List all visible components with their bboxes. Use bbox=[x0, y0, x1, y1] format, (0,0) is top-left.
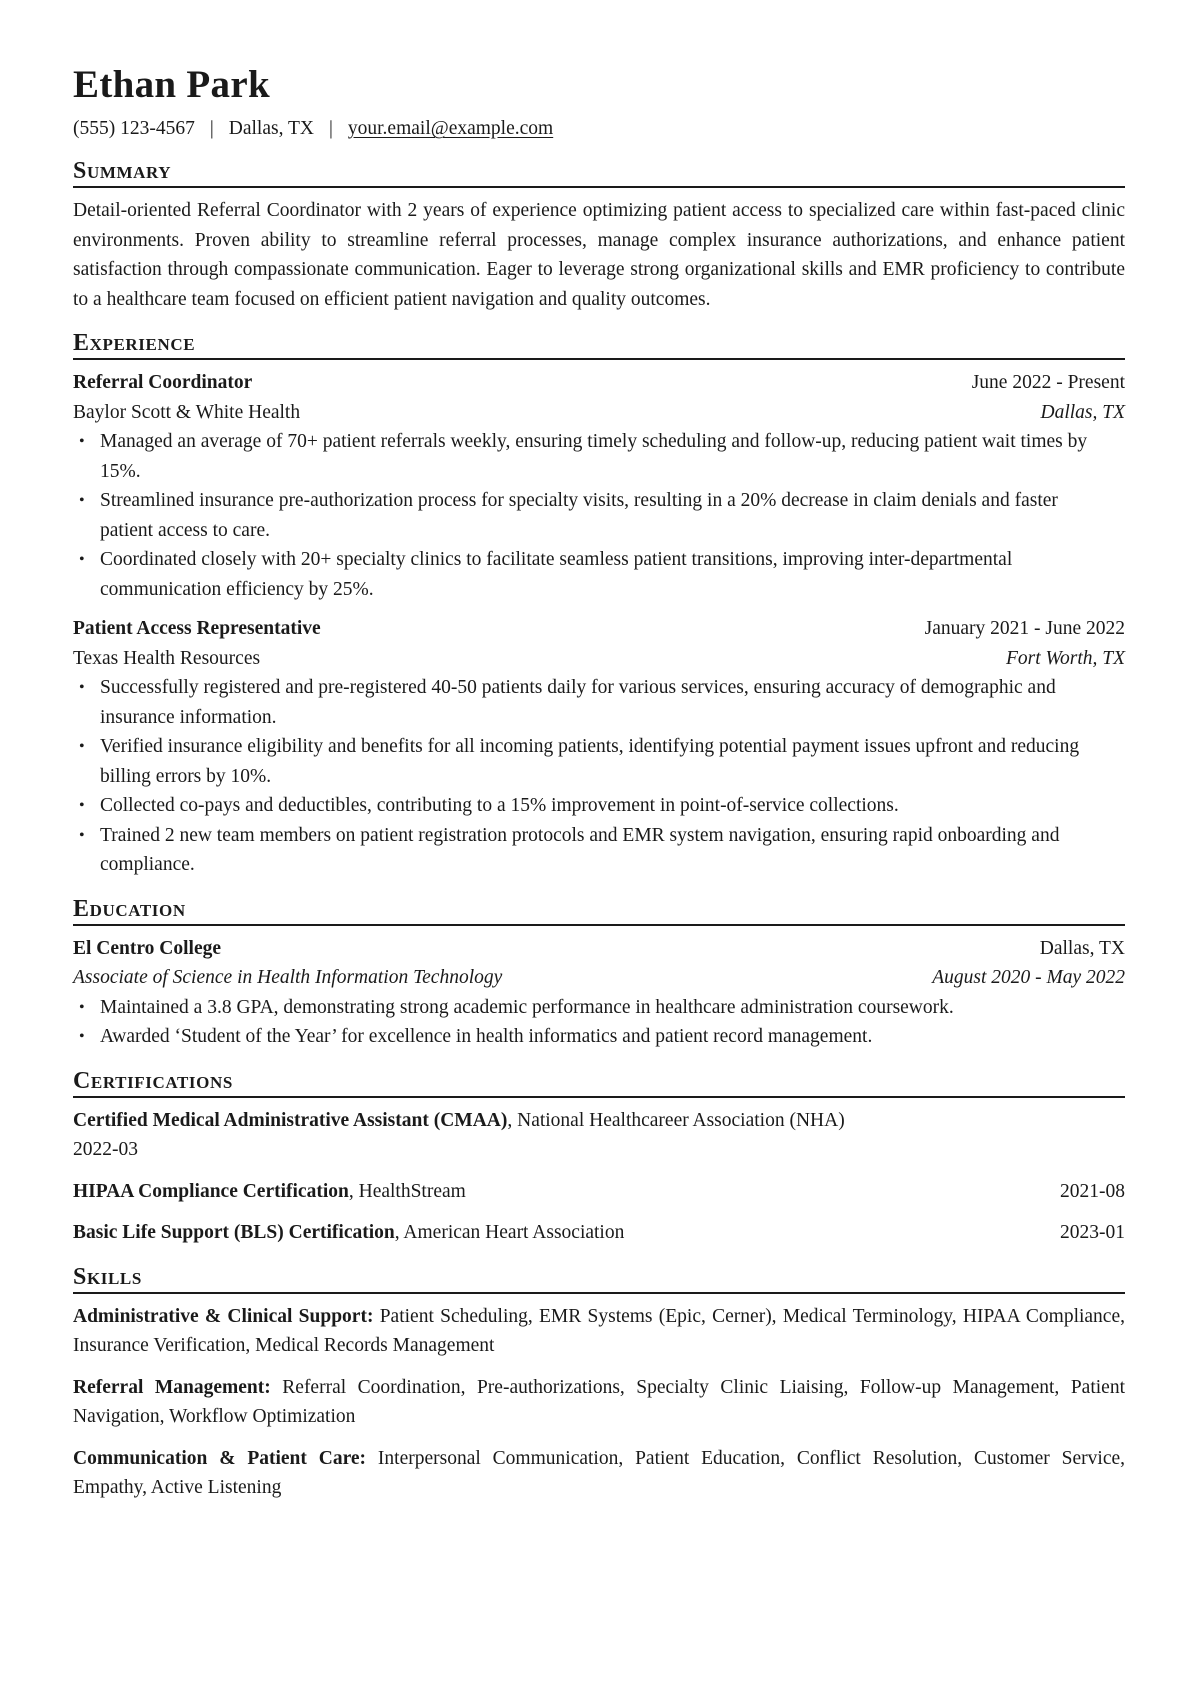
bullet-item: • Collected co-pays and deductibles, contributing to a 15% improvement in point-of-service collections. bbox=[73, 791, 1125, 821]
bullet-item: • Awarded ‘Student of the Year’ for excellence in health informatics and patient record management. bbox=[73, 1022, 1125, 1052]
job-company: Baylor Scott & White Health bbox=[73, 401, 301, 423]
skill-items: Referral Coordination, Pre-authorizations, Specialty Clinic Liaising, Follow-up Management, Patient Navigation, Workflow Optimization bbox=[73, 1376, 1125, 1427]
bullet-item: • Managed an average of 70+ patient referrals weekly, ensuring timely scheduling and follow-up, reducing patient wait times by 15%. bbox=[73, 427, 1125, 486]
separator: | bbox=[209, 118, 214, 139]
cert-issuer: , HealthStream bbox=[348, 1180, 466, 1202]
summary-text: Detail-oriented Referral Coordinator with 2 years of experience optimizing patient access to specialized care within fast-paced clinic environments. Proven ability to streamline referral processes, manage complex insurance authorizations, and enhance patient satisfaction through compassionate communication. Eager to leverage strong organizational skills and EMR proficiency to contribute to a healthcare team focused on efficient patient navigation and quality outcomes. bbox=[73, 200, 1125, 310]
bullet-icon: • bbox=[79, 797, 85, 814]
certification-item bbox=[73, 1177, 1125, 1207]
section-title-education: Education bbox=[73, 896, 1125, 926]
job-location: Fort Worth, TX bbox=[1005, 647, 1125, 669]
skill-label: Communication & Patient Care: bbox=[73, 1447, 367, 1469]
bullet-item: • Streamlined insurance pre-authorization process for specialty visits, resulting in a 20% decrease in claim denials and faster patient access to care. bbox=[73, 486, 1125, 545]
bullet-icon: • bbox=[79, 826, 85, 844]
bullet-item: • Verified insurance eligibility and benefits for all incoming patients, identifying potential payment issues upfront and reducing billing errors by 10%. bbox=[73, 732, 1125, 791]
cert-date: 2022-03 bbox=[73, 1139, 138, 1160]
skill-group bbox=[73, 1373, 1125, 1432]
education-dates: August 2020 - May 2022 bbox=[932, 967, 1125, 988]
cert-issuer: , American Heart Association bbox=[394, 1222, 625, 1243]
skill-label: Referral Management: bbox=[73, 1376, 271, 1398]
bullet-icon: • bbox=[79, 679, 85, 696]
skill-group bbox=[73, 1302, 1125, 1361]
bullet-icon: • bbox=[79, 551, 85, 568]
job-bullets bbox=[73, 427, 1125, 604]
bullet-icon: • bbox=[79, 738, 85, 755]
education-bullets bbox=[73, 993, 1125, 1052]
certification-item bbox=[73, 1106, 1125, 1165]
location: Dallas, TX bbox=[228, 118, 314, 139]
cert-name: Certified Medical Administrative Assistant (CMAA) bbox=[73, 1109, 508, 1131]
job-dates: June 2022 - Present bbox=[971, 372, 1125, 393]
bullet-icon: • bbox=[79, 492, 85, 509]
job-role: Patient Access Representative bbox=[73, 618, 321, 639]
cert-date: 2021-08 bbox=[1060, 1180, 1125, 1202]
job-entry bbox=[73, 368, 1125, 604]
job-bullets bbox=[73, 673, 1125, 880]
skills-section bbox=[73, 1264, 1125, 1503]
skill-label: Administrative & Clinical Support: bbox=[73, 1305, 374, 1327]
job-company: Texas Health Resources bbox=[73, 647, 261, 669]
email-link[interactable]: your.email@example.com bbox=[347, 118, 554, 139]
section-title-summary: Summary bbox=[73, 158, 1125, 188]
bullet-icon: • bbox=[79, 998, 85, 1016]
school-name: El Centro College bbox=[73, 937, 222, 959]
bullet-item: • Trained 2 new team members on patient registration protocols and EMR system navigation, ensuring rapid onboarding and compliance. bbox=[73, 821, 1125, 880]
certification-item bbox=[73, 1218, 1125, 1248]
job-location: Dallas, TX bbox=[1040, 401, 1125, 423]
candidate-name: Ethan Park bbox=[73, 63, 270, 106]
certifications-section bbox=[73, 1068, 1125, 1248]
job-dates: January 2021 - June 2022 bbox=[924, 618, 1125, 639]
skill-items: Patient Scheduling, EMR Systems (Epic, Cerner), Medical Terminology, HIPAA Compliance, Insurance Verification, Medical Records Management bbox=[73, 1305, 1125, 1356]
bullet-icon: • bbox=[79, 433, 85, 450]
experience-section bbox=[73, 330, 1125, 880]
resume-page bbox=[73, 62, 1125, 1515]
section-title-skills: Skills bbox=[73, 1264, 1125, 1294]
cert-issuer: , National Healthcareer Association (NHA) bbox=[507, 1109, 845, 1131]
cert-name: Basic Life Support (BLS) Certification bbox=[73, 1222, 395, 1243]
bullet-icon: • bbox=[79, 1028, 85, 1045]
bullet-item: • Successfully registered and pre-registered 40-50 patients daily for various services, ensuring accuracy of demographic and insurance information. bbox=[73, 673, 1125, 732]
bullet-item: • Coordinated closely with 20+ specialty clinics to facilitate seamless patient transitions, improving inter-departmental communication efficiency by 25%. bbox=[73, 545, 1125, 604]
section-title-experience: Experience bbox=[73, 330, 1125, 360]
cert-date: 2023-01 bbox=[1060, 1222, 1125, 1243]
phone: (555) 123-4567 bbox=[73, 118, 195, 139]
cert-name: HIPAA Compliance Certification bbox=[73, 1180, 349, 1202]
degree: Associate of Science in Health Information Technology bbox=[73, 967, 503, 988]
bullet-item: • Maintained a 3.8 GPA, demonstrating strong academic performance in healthcare administration coursework. bbox=[73, 993, 1125, 1023]
job-role: Referral Coordinator bbox=[73, 372, 253, 393]
section-title-certifications: Certifications bbox=[73, 1068, 1125, 1098]
skill-items: Interpersonal Communication, Patient Education, Conflict Resolution, Customer Service, Empathy, Active Listening bbox=[73, 1447, 1126, 1498]
separator: | bbox=[328, 118, 333, 139]
summary-section bbox=[73, 158, 1125, 314]
education-section bbox=[73, 896, 1125, 1052]
job-entry bbox=[73, 614, 1125, 880]
contact-line bbox=[73, 116, 1125, 142]
skill-group bbox=[73, 1444, 1125, 1503]
school-location: Dallas, TX bbox=[1039, 937, 1125, 959]
